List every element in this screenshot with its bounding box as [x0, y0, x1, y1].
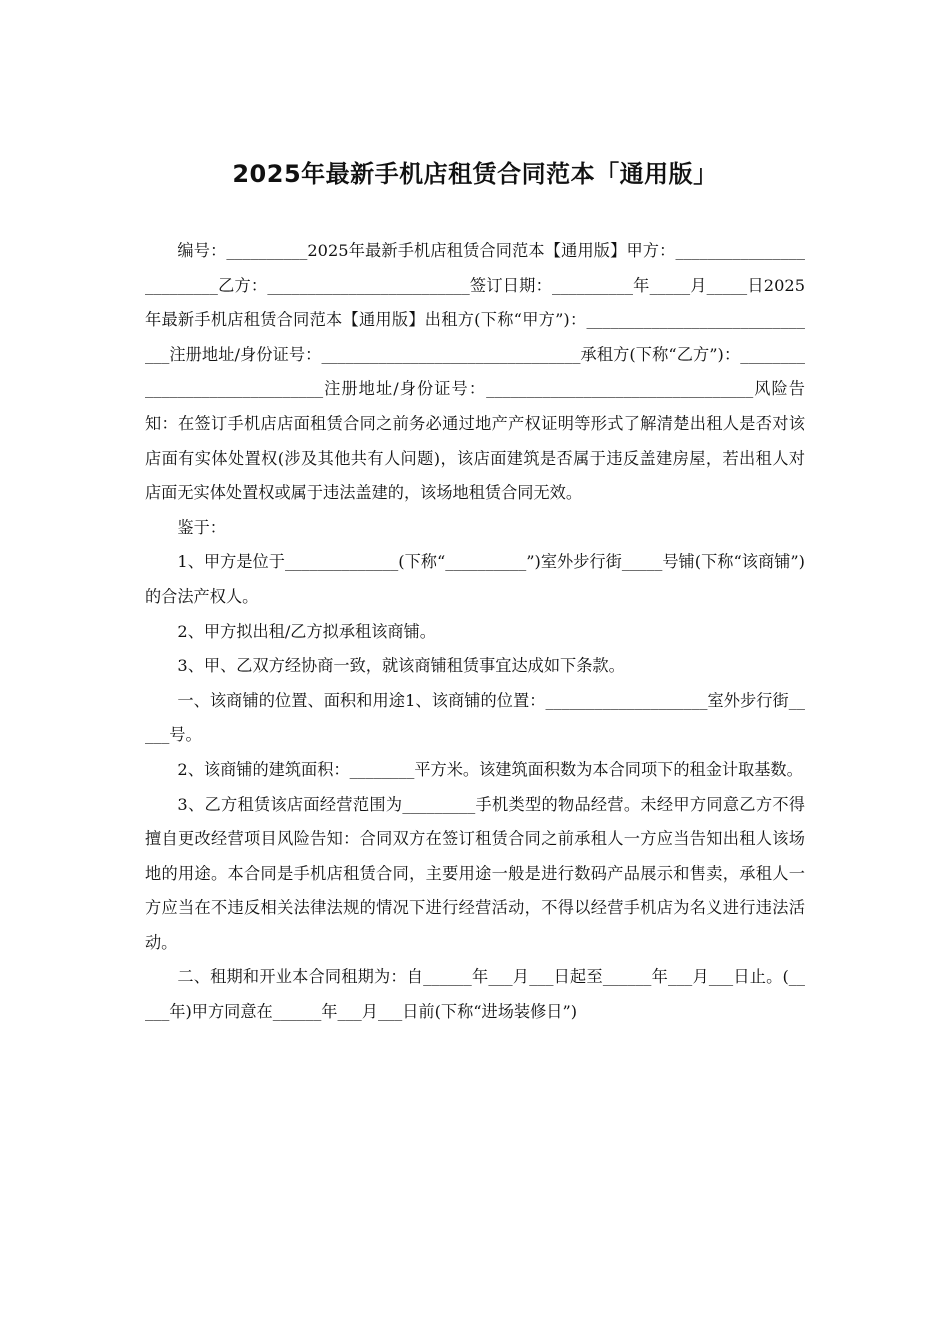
paragraph-section-2-term: 二、租期和开业本合同租期为：自______年___月___日起至______年___月___日止。(_____年)甲方同意在______年___月___日前(下称“进场装修日”)	[145, 967, 805, 1022]
paragraph-section-1-scope: 3、乙方租赁该店面经营范围为_________手机类型的物品经营。未经甲方同意乙方不得擅自更改经营项目风险告知：合同双方在签订租赁合同之前承租人一方应当告知出租人该场地的用途。本合同是手机店租赁合同，主要用途一般是进行数码产品展示和售卖，承租人一方应当在不违反相关法律法规的情况下进行经营活动，不得以经营手机店为名义进行违法活动。	[145, 794, 805, 952]
paragraph-section-1-location: 一、该商铺的位置、面积和用途1、该商铺的位置：____________________室外步行街_____号。	[145, 690, 805, 745]
paragraph-whereas-3: 3、甲、乙双方经协商一致，就该商铺租赁事宜达成如下条款。	[177, 656, 625, 676]
paragraph-section-1-area: 2、该商铺的建筑面积：________平方米。该建筑面积数为本合同项下的租金计取基数。	[177, 759, 803, 779]
document-body	[145, 234, 805, 1030]
paragraph-whereas: 鉴于：	[177, 517, 226, 537]
paragraph-whereas-1: 1、甲方是位于______________(下称“__________”)室外步行街_____号铺(下称“该商铺”)的合法产权人。	[145, 552, 805, 606]
paragraph-header-info: 编号：__________2025年最新手机店租赁合同范本【通用版】甲方：_________________________乙方：_________________________签订日期：__________年_____月_____日2025年最新手机店租赁合同范本【通用版】出租方(下称“甲方”)：______________________________注册地址/身份证号：________________________________承租方(下称“乙方”)：______________________________注册地址/身份证号：_________________________________风险告知：在签订手机店店面租赁合同之前务必通过地产产权证明等形式了解清楚出租人是否对该店面有实体处置权(涉及其他共有人问题)，该店面建筑是否属于违反盖建房屋，若出租人对店面无实体处置权或属于违法盖建的，该场地租赁合同无效。	[145, 241, 805, 503]
document-title: 2025年最新手机店租赁合同范本「通用版」	[232, 160, 718, 188]
paragraph-whereas-2: 2、甲方拟出租/乙方拟承租该商铺。	[177, 621, 436, 641]
